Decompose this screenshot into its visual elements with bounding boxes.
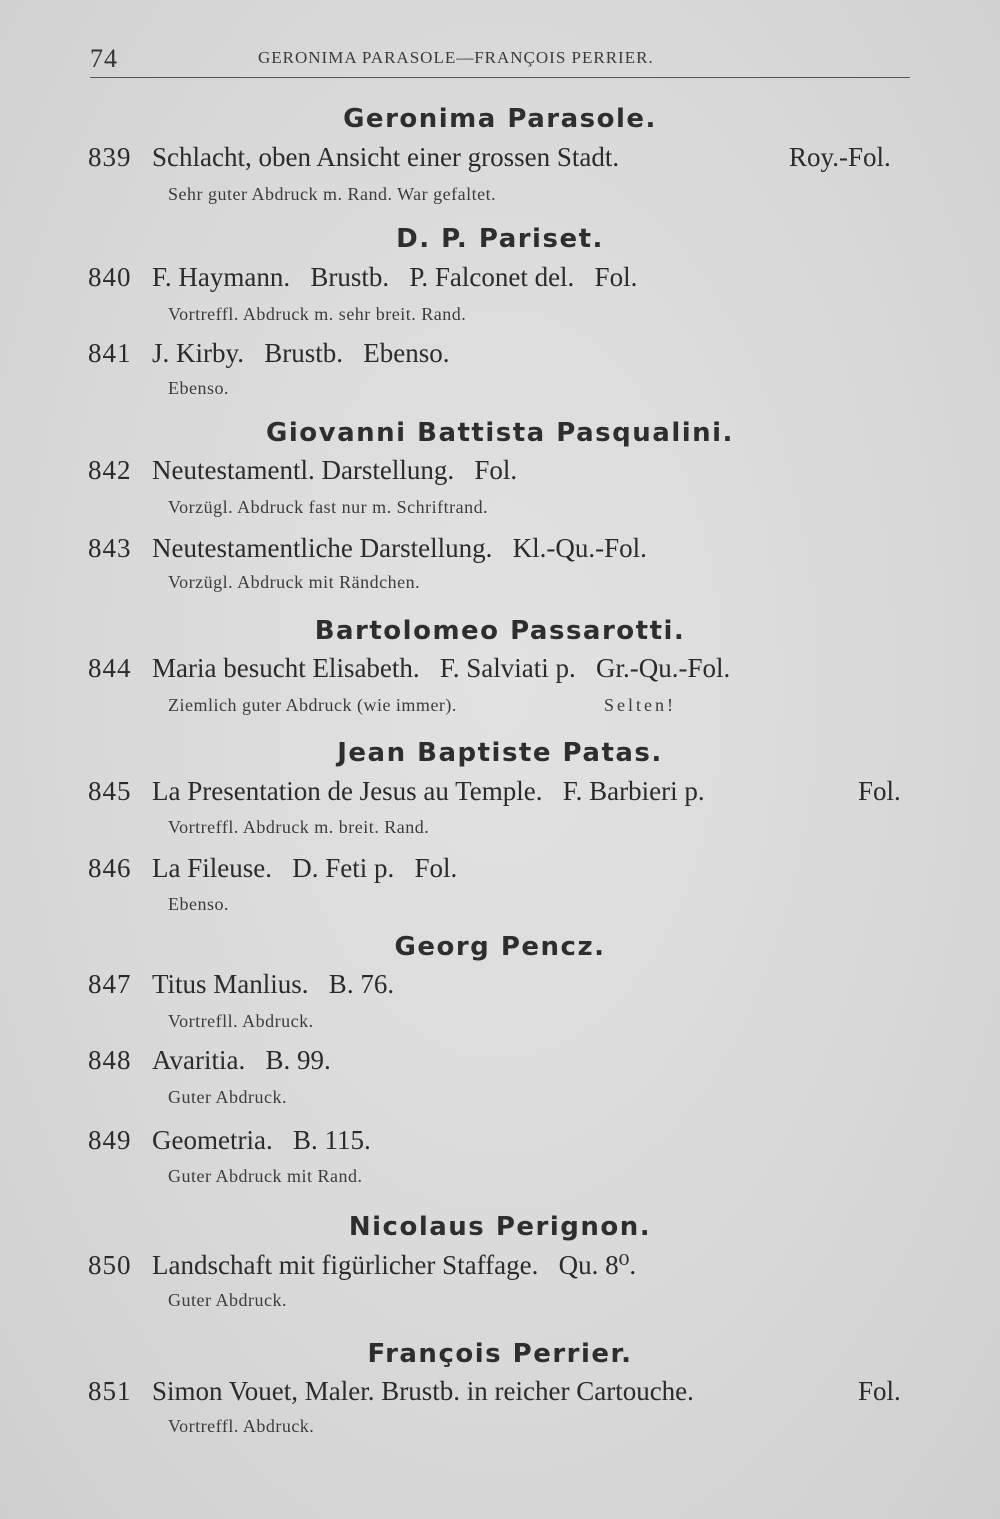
catalog-entry [88,1045,331,1076]
entry-number: 848 [88,1045,132,1075]
page-header [90,44,910,78]
artist-heading: François Perrier. [367,1339,633,1369]
catalog-entry [88,776,705,807]
artist-heading: Georg Pencz. [394,932,606,962]
entry-title: J. Kirby. Brustb. Ebenso. [152,338,450,368]
entry-number: 840 [88,262,132,292]
catalog-entry [88,969,394,1000]
entry-format: Roy.-Fol. [789,142,891,172]
catalog-entry [88,455,517,486]
entry-number: 851 [88,1376,132,1406]
entry-note: Ziemlich guter Abdruck (wie immer). [168,695,457,715]
entry-title: La Presentation de Jesus au Temple. F. Barbieri p. [152,776,705,806]
catalog-entry [88,1376,694,1407]
artist-heading: Jean Baptiste Patas. [337,738,663,768]
entry-number: 849 [88,1125,132,1155]
entry-format: Fol. [858,1376,901,1406]
entry-format: Fol. [858,776,901,806]
entry-number: 846 [88,853,132,883]
entry-note: Ebenso. [168,894,229,914]
entry-note: Ebenso. [168,378,229,398]
entry-number: 839 [88,142,132,172]
entry-title: Neutestamentl. Darstellung. Fol. [152,455,518,485]
page-number: 74 [90,44,118,73]
entry-title: Neutestamentliche Darstellung. Kl.-Qu.-Fol. [152,533,647,563]
catalog-entry [88,338,450,369]
entry-note: Vorzügl. Abdruck mit Rändchen. [168,572,421,592]
entry-note: Sehr guter Abdruck m. Rand. War gefaltet. [168,184,497,204]
catalog-entry [88,853,457,884]
entry-number: 847 [88,969,132,999]
entry-number: 843 [88,533,132,563]
entry-number: 841 [88,338,132,368]
entry-title: Landschaft mit figürlicher Staffage. Qu. 8⁰. [152,1250,637,1280]
entry-note: Guter Abdruck. [168,1290,287,1310]
catalog-entry [88,262,637,293]
artist-heading: Geronima Parasole. [343,104,657,134]
entry-title: Schlacht, oben Ansicht einer grossen Stadt. [152,142,620,172]
entry-note: Vortreffl. Abdruck. [168,1416,315,1436]
entry-number: 845 [88,776,132,806]
entry-number: 844 [88,653,132,683]
artist-heading: D. P. Pariset. [396,224,604,254]
artist-heading: Nicolaus Perignon. [348,1212,652,1242]
entry-note: Vortrefll. Abdruck. [168,1011,314,1031]
artist-heading: Bartolomeo Passarotti. [314,616,686,646]
entry-note: Vorzügl. Abdruck fast nur m. Schriftrand. [168,497,489,517]
artist-heading: Giovanni Battista Pasqualini. [266,418,734,448]
entry-note: Vortreffl. Abdruck m. breit. Rand. [168,817,430,837]
entry-title: Avaritia. B. 99. [152,1045,331,1075]
entry-note-rarity: Selten! [604,695,676,715]
entry-title: La Fileuse. D. Feti p. Fol. [152,853,458,883]
entry-number: 850 [88,1250,132,1280]
entry-title: Simon Vouet, Maler. Brustb. in reicher Cartouche. [152,1376,694,1406]
catalog-entry [88,653,730,684]
entry-title: Titus Manlius. B. 76. [152,969,395,999]
catalog-entry [88,1250,636,1281]
running-head: GERONIMA PARASOLE—FRANÇOIS PERRIER. [258,48,654,67]
entry-note: Guter Abdruck mit Rand. [168,1166,363,1186]
entry-note: Vortreffl. Abdruck m. sehr breit. Rand. [168,304,467,324]
catalog-entry [88,533,647,564]
header-rule [90,77,910,78]
entry-title: Geometria. B. 115. [152,1125,371,1155]
entry-note: Guter Abdruck. [168,1087,287,1107]
catalog-entry [88,1125,371,1156]
catalog-entry [88,142,619,173]
entry-title: F. Haymann. Brustb. P. Falconet del. Fol. [152,262,638,292]
entry-title: Maria besucht Elisabeth. F. Salviati p. Gr.-Qu.-Fol. [152,653,731,683]
entry-number: 842 [88,455,132,485]
